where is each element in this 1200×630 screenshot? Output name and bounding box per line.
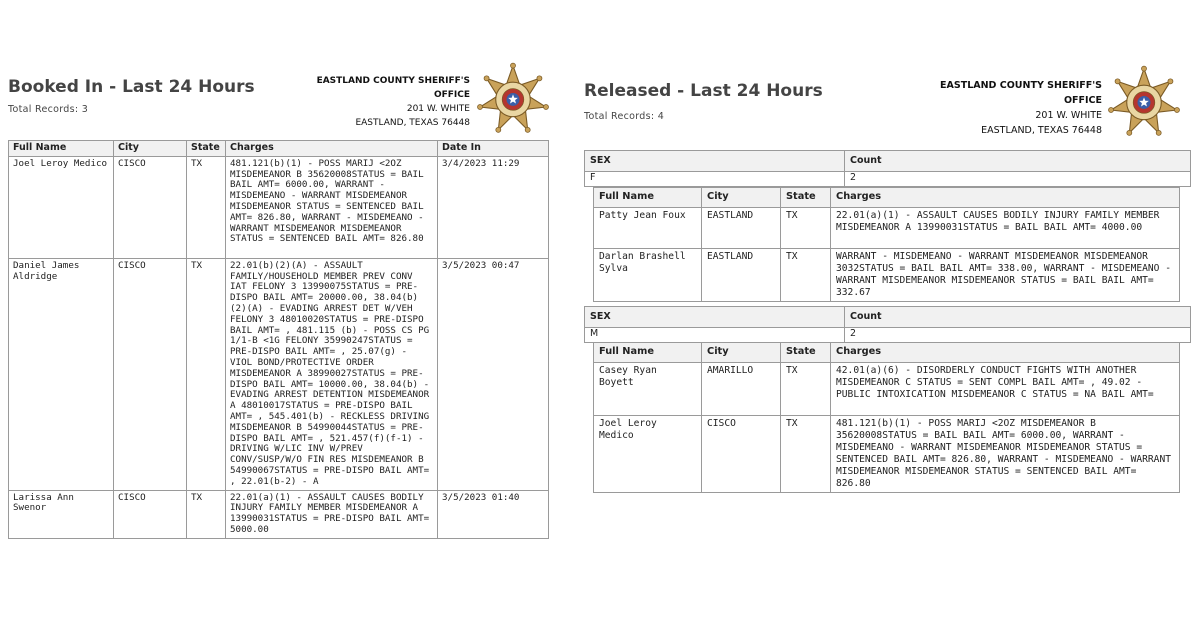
count-value: 2	[845, 328, 1191, 343]
inmate-city: CISCO	[114, 490, 187, 538]
released-total-records: Total Records: 4	[584, 111, 665, 122]
count-header: Count	[845, 151, 1191, 172]
inmate-city: CISCO	[114, 156, 187, 258]
group-header-row	[585, 151, 1191, 172]
col-charges: Charges	[831, 343, 1180, 363]
sex-header: SEX	[585, 307, 845, 328]
table-row	[9, 156, 549, 258]
sheriff-office-address	[298, 74, 470, 130]
inmate-city: CISCO	[114, 258, 187, 490]
inmate-charges: 22.01(b)(2)(A) - ASSAULT FAMILY/HOUSEHOLD MEMBER PREV CONV IAT FELONY 3 13990075STATUS = PRE-DISPO BAIL AMT= 20000.00, 38.04(b)(2)(A) - EVADING ARREST DET W/VEH FELONY 3 48010020STATUS = PRE-DISPO BAIL AMT= , 481.115 (b) - POSS CS PG 1/1-B <1G FELONY 35990247STATUS = PRE-DISPO BAIL AMT= , 25.07(g) - VIOL BOND/PROTECTIVE ORDER MISDEMEANOR A 38990027STATUS = PRE-DISPO BAIL AMT= 10000.00, 38.04(b) - EVADING ARREST DETENTION MISDEMEANOR A 48010017STATUS = PRE-DISPO BAIL AMT= , 545.401(b) - RECKLESS DRIVING MISDEMEANOR B 54990044STATUS = PRE-DISPO BAIL AMT= , 521.457(f)(f-1) - DRIVING W/LIC INV W/PREV CONV/SUSP/W/O FIN RES MISDEMEANOR B 54990067STATUS = PRE-DISPO BAIL AMT= , 22.01(b-2) - A	[226, 258, 438, 490]
col-full-name: Full Name	[594, 188, 702, 208]
inmate-charges: 22.01(a)(1) - ASSAULT CAUSES BODILY INJURY FAMILY MEMBER MISDEMEANOR A 13990031STATUS = BAIL BAIL AMT= 4000.00	[831, 207, 1180, 248]
released-report	[584, 0, 1190, 520]
inmate-city: CISCO	[702, 415, 781, 492]
office-name-line1: EASTLAND COUNTY SHERIFF'S	[316, 76, 470, 86]
inmate-name: Larissa Ann Swenor	[9, 490, 114, 538]
sex-group-header-m	[584, 306, 1191, 343]
sex-group-header-f	[584, 150, 1191, 187]
booked-in-report	[8, 0, 548, 560]
sheriff-star-badge-icon	[1108, 64, 1180, 138]
inmate-charges: 481.121(b)(1) - POSS MARIJ <2OZ MISDEMEANOR B 35620008STATUS = BAIL BAIL AMT= 6000.00, WARRANT - MISDEMEANO - WARRANT MISDEMEANOR MISDEMEANOR STATUS = SENTENCED BAIL AMT= 826.80, WARRANT - MISDEMEANO - WARRANT MISDEMEANOR MISDEMEANOR STATUS = SENTENCED BAIL AMT= 826.80	[226, 156, 438, 258]
inmate-state: TX	[781, 415, 831, 492]
released-table-f	[593, 187, 1180, 302]
col-full-name: Full Name	[594, 343, 702, 363]
inmate-charges: 481.121(b)(1) - POSS MARIJ <2OZ MISDEMEANOR B 35620008STATUS = BAIL BAIL AMT= 6000.00, WARRANT - MISDEMEANO - WARRANT MISDEMEANOR MISDEMEANOR STATUS = SENTENCED BAIL AMT= 826.80, WARRANT - MISDEMEANO - WARRANT MISDEMEANOR MISDEMEANOR STATUS = SENTENCED BAIL AMT= 826.80	[831, 415, 1180, 492]
inmate-state: TX	[187, 258, 226, 490]
released-title: Released - Last 24 Hours	[584, 81, 823, 101]
group-value-row	[585, 328, 1191, 343]
inmate-name: Darlan Brashell Sylva	[594, 248, 702, 301]
inmate-charges: WARRANT - MISDEMEANO - WARRANT MISDEMEANOR MISDEMEANOR 3032STATUS = BAIL BAIL AMT= 338.00, WARRANT - MISDEMEANO - WARRANT MISDEMEANOR MISDEMEANOR STATUS = BAIL BAIL AMT= 332.67	[831, 248, 1180, 301]
office-name-line2: OFFICE	[433, 90, 470, 100]
inmate-city: EASTLAND	[702, 207, 781, 248]
group-value-row	[585, 172, 1191, 187]
table-row	[594, 362, 1180, 415]
released-header-row	[594, 188, 1180, 208]
booked-header-row	[9, 141, 549, 157]
office-address-line2: EASTLAND, TEXAS 76448	[981, 125, 1102, 136]
sex-value: M	[585, 328, 845, 343]
sex-value: F	[585, 172, 845, 187]
inmate-name: Daniel James Aldridge	[9, 258, 114, 490]
released-table-m	[593, 342, 1180, 493]
booked-total-records: Total Records: 3	[8, 104, 89, 115]
office-name-line1: EASTLAND COUNTY SHERIFF'S	[940, 80, 1102, 91]
col-charges: Charges	[226, 141, 438, 157]
sheriff-office-address	[924, 78, 1102, 138]
table-row	[9, 258, 549, 490]
office-address-line1: 201 W. WHITE	[1035, 110, 1102, 121]
booked-in-table	[8, 140, 549, 539]
inmate-name: Patty Jean Foux	[594, 207, 702, 248]
inmate-name: Joel Leroy Medico	[9, 156, 114, 258]
inmate-date-in: 3/4/2023 11:29	[438, 156, 549, 258]
inmate-charges: 22.01(a)(1) - ASSAULT CAUSES BODILY INJURY FAMILY MEMBER MISDEMEANOR A 13990031STATUS = PRE-DISPO BAIL AMT= 5000.00	[226, 490, 438, 538]
col-city: City	[702, 188, 781, 208]
inmate-state: TX	[781, 207, 831, 248]
inmate-name: Casey Ryan Boyett	[594, 362, 702, 415]
inmate-state: TX	[781, 362, 831, 415]
inmate-charges: 42.01(a)(6) - DISORDERLY CONDUCT FIGHTS WITH ANOTHER MISDEMEANOR C STATUS = SENT COMPL BAIL AMT= , 49.02 - PUBLIC INTOXICATION MISDEMEANOR C STATUS = NA BAIL AMT=	[831, 362, 1180, 415]
sex-header: SEX	[585, 151, 845, 172]
col-state: State	[781, 343, 831, 363]
office-address-line2: EASTLAND, TEXAS 76448	[355, 118, 470, 128]
table-row	[594, 207, 1180, 248]
col-state: State	[781, 188, 831, 208]
col-full-name: Full Name	[9, 141, 114, 157]
count-value: 2	[845, 172, 1191, 187]
table-row	[594, 415, 1180, 492]
table-row	[9, 490, 549, 538]
inmate-date-in: 3/5/2023 00:47	[438, 258, 549, 490]
group-header-row	[585, 307, 1191, 328]
count-header: Count	[845, 307, 1191, 328]
office-address-line1: 201 W. WHITE	[406, 104, 470, 114]
released-header-row	[594, 343, 1180, 363]
inmate-state: TX	[781, 248, 831, 301]
inmate-city: EASTLAND	[702, 248, 781, 301]
inmate-state: TX	[187, 490, 226, 538]
table-row	[594, 248, 1180, 301]
col-city: City	[702, 343, 781, 363]
inmate-city: AMARILLO	[702, 362, 781, 415]
inmate-date-in: 3/5/2023 01:40	[438, 490, 549, 538]
sheriff-star-badge-icon	[476, 62, 550, 134]
col-date-in: Date In	[438, 141, 549, 157]
col-state: State	[187, 141, 226, 157]
office-name-line2: OFFICE	[1063, 95, 1102, 106]
inmate-name: Joel Leroy Medico	[594, 415, 702, 492]
booked-in-title: Booked In - Last 24 Hours	[8, 77, 255, 97]
inmate-state: TX	[187, 156, 226, 258]
col-charges: Charges	[831, 188, 1180, 208]
col-city: City	[114, 141, 187, 157]
